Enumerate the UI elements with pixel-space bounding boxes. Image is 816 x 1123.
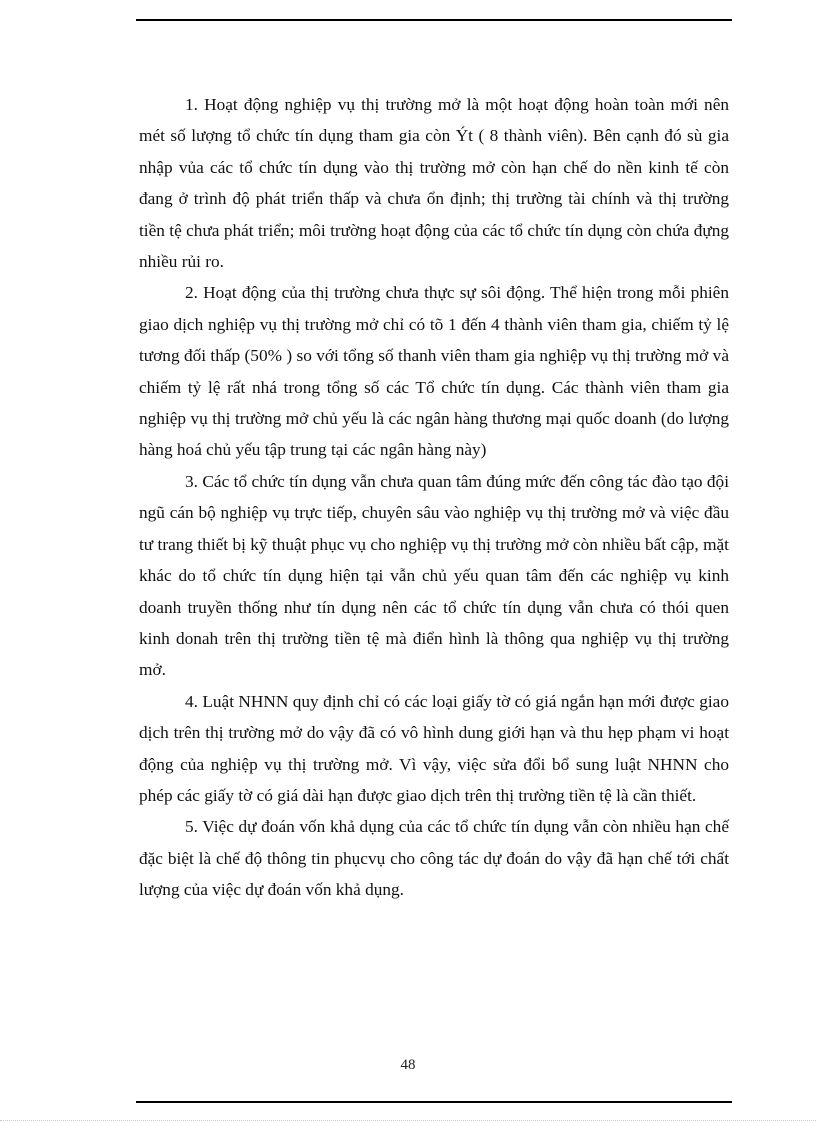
paragraph-5: 5. Việc dự đoán vốn khả dụng của các tổ chức tín dụng vẫn còn nhiều hạn chế đặc biệt là chế độ thông tin phụcvụ cho công tác dự đoán do vậy đã hạn chế tới chất lượng của việc dự đoán vốn khả dụng. (139, 817, 729, 900)
paragraph-3: 3. Các tổ chức tín dụng vẫn chưa quan tâm đúng mức đến công tác đào tạo đội ngũ cán bộ nghiệp vụ trực tiếp, chuyên sâu vào nghiệp vụ thị trường mở và việc đầu tư trang thiết bị kỹ thuật phục vụ cho nghiệp vụ thị trường mở còn nhiều bất cập, mặt khác do tổ chức tín dụng hiện tại vẫn chủ yếu quan tâm đến các nghiệp vụ kinh doanh truyền thống như tín dụng nên các tổ chức tín dụng vẫn chưa có thói quen kinh donah trên thị trường tiền tệ mà điển hình là thông qua nghiệp vụ thị trường mở. (139, 471, 729, 680)
header-rule (136, 19, 732, 21)
page-number: 48 (400, 1057, 416, 1073)
page-edge-divider (0, 1120, 816, 1121)
paragraph-4: 4. Luật NHNN quy định chỉ có các loại giấy tờ có giá ngắn hạn mới được giao dịch trên thị trường mở do vậy đã có vô hình dung giới hạn và thu hẹp phạm vi hoạt động của nghiệp vụ thị trường mở. Vì vậy, việc sửa đổi bổ sung luật NHNN cho phép các giấy tờ có giá dài hạn được giao dịch trên thị trường tiền tệ là cần thiết. (139, 691, 729, 805)
paragraph-2: 2. Hoạt động của thị trường chưa thực sự sôi động. Thể hiện trong mỗi phiên giao dịch nghiệp vụ thị trường mở chỉ có tõ 1 đến 4 thành viên tham gia, chiếm tỷ lệ tương đối thấp (50% ) so với tổng số thanh viên tham gia nghiệp vụ thị trường mở và chiếm tỷ lệ rất nhá trong tổng số các Tổ chức tín dụng. Các thành viên tham gia nghiệp vụ thị trường mở chủ yếu là các ngân hàng thương mại quốc doanh (do lượng hàng hoá chủ yếu tập trung tại các ngân hàng này) (139, 283, 729, 460)
document-body (139, 89, 729, 906)
paragraph-1: 1. Hoạt động nghiệp vụ thị trường mở là một hoạt động hoàn toàn mới nên mét số lượng tổ chức tín dụng tham gia còn Ýt ( 8 thành viên). Bên cạnh đó sù gia nhập vủa các tổ chức tín dụng vào thị trường mở còn hạn chế do nền kinh tế còn đang ở trình độ phát triển thấp và chưa ổn định; thị trường tài chính và thị trường tiền tệ chưa phát triển; môi trường hoạt động của các tổ chức tín dụng còn chứa đựng nhiều rủi ro. (139, 95, 729, 272)
footer-rule (136, 1101, 732, 1103)
